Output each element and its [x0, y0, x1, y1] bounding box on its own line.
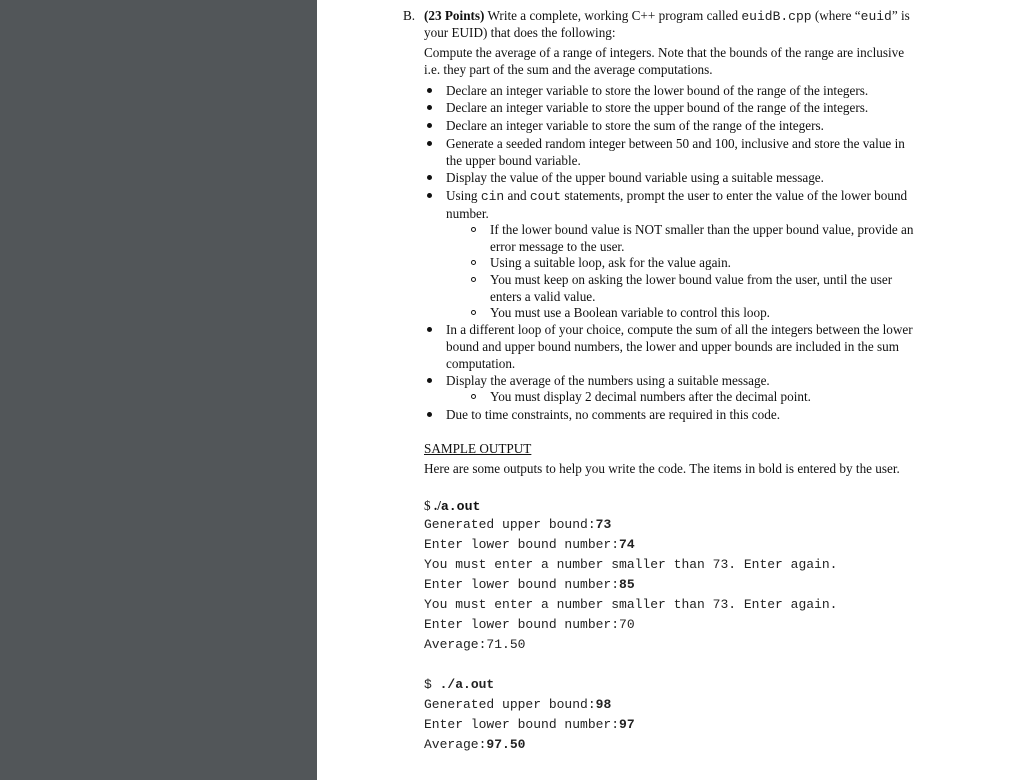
bullet-5: Display the value of the upper bound variable using a suitable message.: [446, 170, 824, 185]
cout-code: cout: [529, 189, 562, 204]
task-line2: i.e. they part of the sum and the average computations.: [424, 62, 713, 77]
intro-text-3: ” is: [891, 8, 910, 23]
intro-text-1: Write a complete, working C++ program called: [484, 8, 742, 23]
sub-bullet-icon: [471, 310, 476, 315]
bullet-icon: [427, 141, 432, 146]
run2-line3: [424, 737, 525, 752]
run2-line2: [424, 717, 635, 732]
run1-line7: Average:71.50: [424, 637, 526, 652]
run2-prompt: $: [424, 677, 440, 692]
bullet-icon: [427, 123, 432, 128]
run1-line3: You must enter a number smaller than 73. Enter again.: [424, 557, 838, 572]
section-label: B.: [403, 8, 416, 23]
bullet-6-line2: number.: [446, 206, 489, 221]
euid-code: euid: [860, 9, 892, 24]
b6-text: Using: [446, 188, 481, 203]
run2-cmd: ./a.out: [439, 677, 495, 692]
intro-text-2: (where “: [811, 8, 861, 23]
run1-line1: [424, 517, 611, 532]
run1-prompt: $: [424, 498, 434, 513]
document-page: [317, 0, 1024, 780]
run1-cmd-dot: ./: [433, 498, 441, 513]
run2-l3-value: 97.50: [486, 737, 526, 752]
bullet-icon: [427, 412, 432, 417]
sub-bullet-1-line1: If the lower bound value is NOT smaller than the upper bound value, provide an: [490, 222, 914, 237]
sub-bullet-icon: [471, 277, 476, 282]
sub-bullet-4: You must use a Boolean variable to control this loop.: [490, 305, 770, 320]
bullet-9: Due to time constraints, no comments are required in this code.: [446, 407, 780, 422]
sub-bullet-3-line1: You must keep on asking the lower bound value from the user, until the user: [490, 272, 893, 287]
bullet-4-line2: the upper bound variable.: [446, 153, 581, 168]
run1-line4: [424, 577, 635, 592]
run2-l1-value: 98: [595, 697, 612, 712]
run1-command-line: [424, 497, 480, 515]
run2-line1: [424, 697, 611, 712]
bullet-8: Display the average of the numbers using a suitable message.: [446, 373, 770, 388]
task-line1: Compute the average of a range of integers. Note that the bounds of the range are inclusive: [424, 45, 905, 60]
filename-code: euidB.cpp: [741, 9, 812, 24]
points-label: (23 Points): [424, 8, 485, 23]
b6-post: statements, prompt the user to enter the value of the lower bound: [561, 188, 908, 203]
run2-l2-value: 97: [619, 717, 635, 732]
sample-output-heading: SAMPLE OUTPUT: [424, 441, 532, 456]
run1-line2: [424, 537, 635, 552]
bullet-1: Declare an integer variable to store the lower bound of the range of the integers.: [446, 83, 869, 98]
run2-l1-label: Generated upper bound:: [424, 697, 596, 712]
run1-l4-label: Enter lower bound number:: [424, 577, 620, 592]
sub-bullet-5: You must display 2 decimal numbers after the decimal point.: [490, 389, 811, 404]
bullet-6-line1: [446, 187, 907, 205]
bullet-2: Declare an integer variable to store the upper bound of the range of the integers.: [446, 100, 869, 115]
bullet-icon: [427, 175, 432, 180]
run1-l1-label: Generated upper bound:: [424, 517, 596, 532]
bullet-4-line1: Generate a seeded random integer between 50 and 100, inclusive and store the value in: [446, 136, 905, 151]
section-intro-line1: [424, 7, 910, 25]
run1-cmd: a.out: [440, 499, 481, 514]
run1-line6: Enter lower bound number:70: [424, 617, 635, 632]
bullet-7-line2: bound and upper bound numbers, the lower and upper bounds are included in the sum: [446, 339, 900, 354]
run1-l2-label: Enter lower bound number:: [424, 537, 620, 552]
bullet-icon: [427, 193, 432, 198]
sub-bullet-3-line2: enters a valid value.: [490, 289, 596, 304]
bullet-3: Declare an integer variable to store the sum of the range of the integers.: [446, 118, 824, 133]
run2-command-line: [424, 677, 494, 692]
run1-line5: You must enter a number smaller than 73. Enter again.: [424, 597, 838, 612]
sub-bullet-icon: [471, 394, 476, 399]
bullet-icon: [427, 105, 432, 110]
b6-and: and: [504, 188, 530, 203]
run1-l2-value: 74: [619, 537, 635, 552]
section-intro-line2: your EUID) that does the following:: [424, 25, 616, 40]
bullet-icon: [427, 327, 432, 332]
sub-bullet-icon: [471, 260, 476, 265]
cin-code: cin: [480, 189, 505, 204]
sub-bullet-2: Using a suitable loop, ask for the value again.: [490, 255, 731, 270]
run2-l3-label: Average:: [424, 737, 487, 752]
sub-bullet-1-line2: error message to the user.: [490, 239, 625, 254]
run2-l2-label: Enter lower bound number:: [424, 717, 620, 732]
run1-l4-value: 85: [619, 577, 635, 592]
bullet-icon: [427, 378, 432, 383]
bullet-7-line3: computation.: [446, 356, 516, 371]
bullet-7-line1: In a different loop of your choice, compute the sum of all the integers between the lower: [446, 322, 913, 337]
bullet-icon: [427, 88, 432, 93]
sub-bullet-icon: [471, 227, 476, 232]
sample-output-desc: Here are some outputs to help you write the code. The items in bold is entered by the user.: [424, 461, 900, 476]
run1-l1-value: 73: [595, 517, 612, 532]
